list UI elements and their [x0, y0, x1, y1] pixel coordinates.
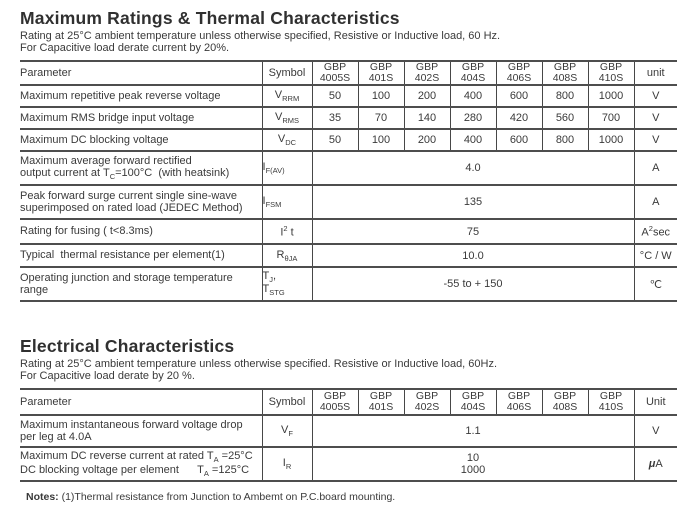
symbol-sub: R — [285, 462, 292, 472]
section-subtitle-line2: For Capacitive load derate by 20 %. — [20, 369, 195, 382]
column-header-parameter: Parameter — [20, 66, 72, 79]
symbol-cell — [262, 185, 312, 219]
value-cell: 100 — [358, 129, 404, 151]
value-cell: 560 — [542, 107, 588, 129]
value-cell: 800 — [542, 85, 588, 107]
symbol-base: I — [262, 194, 266, 207]
notes-label: Notes: — [26, 491, 59, 503]
electrical-table — [20, 388, 677, 482]
table-row-ir — [20, 447, 677, 481]
value-cell-span: -55 to + 150 — [312, 267, 634, 301]
param-cell: Maximum DC reverse current at rated $T_A =25^\circ C$ DC blocking voltage per element $T_A =125^\circ C$ — [20, 450, 253, 479]
column-header-parameter: Parameter — [20, 395, 72, 408]
column-header-model: GBP 401S — [358, 61, 404, 85]
value-cell: 700 — [588, 107, 634, 129]
table-row-vdc — [20, 129, 677, 151]
table-header-row — [20, 389, 677, 415]
notes-text: (1)Thermal resistance from Junction to Ambemt on P.C.board mounting. — [58, 491, 396, 503]
value-cell-span: 10 1000 — [312, 447, 634, 481]
column-header-model: GBP 401S — [358, 389, 404, 415]
symbol-cell — [262, 244, 312, 267]
column-header-model: GBP 404S — [450, 389, 496, 415]
value-cell: 400 — [450, 85, 496, 107]
param-cell: Maximum instantaneous forward voltage drop per leg at 4.0A — [20, 418, 243, 443]
symbol-sub: STG — [269, 288, 285, 298]
value-cell-span: 135 — [312, 185, 634, 219]
section-subtitle-line2: For Capacitive load derate current by 20%. — [20, 41, 230, 54]
symbol-sub: F(AV) — [265, 165, 285, 175]
symbol-base: V — [274, 111, 283, 124]
value-cell-span: 4.0 — [312, 151, 634, 185]
table-row-i2t — [20, 219, 677, 244]
symbol-base: R — [276, 248, 285, 261]
value-cell: 140 — [404, 107, 450, 129]
param-cell: Peak forward surge current single sine-wave superimposed on rated load (JEDEC Method) — [20, 189, 243, 214]
table-row-ifav — [20, 151, 677, 185]
column-header-model: GBP 4005S — [312, 389, 358, 415]
symbol-sub: RRM — [282, 94, 300, 104]
section-subtitle-line1: Rating at 25°C ambient temperature unless otherwise specified, Resistive or Inductive load, 60 Hz. — [20, 30, 501, 42]
value-cell: 420 — [496, 107, 542, 129]
notes — [26, 491, 677, 503]
value-cell: 200 — [404, 129, 450, 151]
value-cell-span: 75 — [312, 219, 634, 244]
unit-cell: A — [652, 162, 660, 174]
unit-cell: $A^2\sec$ — [641, 223, 671, 239]
symbol-sub: J — [269, 275, 273, 285]
param-cell: Rating for fusing ( t<8.3ms) — [20, 225, 153, 238]
column-header-unit: unit — [646, 67, 665, 79]
value-cell: 100 — [358, 85, 404, 107]
param-cell: Maximum repetitive peak reverse voltage — [20, 89, 221, 102]
electrical-section — [20, 336, 677, 482]
unit-cell: V — [652, 90, 660, 102]
column-header-model: GBP 408S — [542, 61, 588, 85]
symbol-sub: RMS — [282, 116, 299, 126]
unit-cell: V — [652, 134, 660, 146]
symbol-base: T — [262, 283, 270, 295]
section-title-electrical: Electrical Characteristics — [20, 336, 235, 356]
symbol-base: V — [274, 89, 283, 102]
param-cell: Operating junction and storage temperature range — [20, 271, 233, 296]
section-subtitle-line1: Rating at 25°C ambient temperature unless otherwise specified. Resistive or Inductive load, 60Hz. — [20, 358, 498, 370]
symbol-base: V — [277, 133, 286, 146]
symbol-base: I — [280, 226, 284, 239]
unit-cell: V — [652, 425, 660, 437]
symbol-sub: DC — [285, 138, 297, 148]
unit-cell: °C / W — [639, 249, 672, 262]
unit-cell: A — [652, 196, 660, 208]
section-title-max-ratings: Maximum Ratings & Thermal Characteristics — [20, 8, 400, 28]
symbol-base: V — [281, 424, 289, 437]
table-row-vrms — [20, 107, 677, 129]
table-header-row — [20, 61, 677, 85]
symbol-cell — [262, 85, 312, 107]
unit-cell: V — [652, 112, 660, 124]
param-cell: Maximum RMS bridge input voltage — [20, 111, 195, 124]
table-row-rthja — [20, 244, 677, 267]
value-cell: 280 — [450, 107, 496, 129]
value-cell: 600 — [496, 129, 542, 151]
table-row-tj-tstg — [20, 267, 677, 301]
symbol-base: T — [262, 270, 270, 283]
value-cell-span: 10.0 — [312, 244, 634, 267]
column-header-model: GBP 404S — [450, 61, 496, 85]
table-row-ifsm — [20, 185, 677, 219]
column-header-model: GBP 402S — [404, 389, 450, 415]
max-ratings-section — [20, 8, 677, 302]
column-header-model: GBP 408S — [542, 389, 588, 415]
micro-symbol: μ — [648, 458, 656, 470]
value-cell: 50 — [312, 129, 358, 151]
unit-cell: ℃ — [649, 278, 662, 291]
column-header-model: GBP 406S — [496, 389, 542, 415]
symbol-cell — [262, 447, 312, 481]
param-cell: Maximum DC blocking voltage — [20, 133, 169, 146]
symbol-cell — [262, 107, 312, 129]
table-row-vrrm — [20, 85, 677, 107]
column-header-unit: Unit — [645, 396, 666, 408]
symbol-cell: $I^2$ t — [262, 219, 312, 244]
column-header-model: GBP 410S — [588, 61, 634, 85]
symbol-base: I — [282, 457, 286, 470]
symbol-sup: 2 — [283, 223, 288, 233]
column-header-symbol: Symbol — [262, 61, 312, 85]
symbol-cell — [262, 415, 312, 447]
symbol-cell — [262, 151, 312, 185]
symbol-base: I — [262, 160, 266, 173]
value-cell: 50 — [312, 85, 358, 107]
column-header-symbol: Symbol — [262, 389, 312, 415]
value-cell: 1000 — [588, 129, 634, 151]
symbol-sub: θJA — [284, 253, 298, 263]
value-cell: 70 — [358, 107, 404, 129]
value-cell: 1000 — [588, 85, 634, 107]
symbol-sub: FSM — [265, 199, 282, 209]
unit-cell: μA — [648, 458, 663, 470]
max-ratings-table — [20, 60, 677, 302]
value-cell: 800 — [542, 129, 588, 151]
value-cell-span: 1.1 — [312, 415, 634, 447]
column-header-model: GBP 402S — [404, 61, 450, 85]
table-row-vf — [20, 415, 677, 447]
symbol-sub: F — [288, 429, 293, 439]
symbol-cell — [262, 129, 312, 151]
column-header-model: GBP 4005S — [312, 61, 358, 85]
value-cell: 35 — [312, 107, 358, 129]
value-cell: 400 — [450, 129, 496, 151]
value-cell: 200 — [404, 85, 450, 107]
param-cell: Maximum average forward rectified output current at $T_C=100^\circ C$ (with heatsink) — [20, 154, 230, 182]
param-cell: Typical thermal resistance per element(1) — [20, 249, 225, 262]
value-cell: 600 — [496, 85, 542, 107]
symbol-cell: $T_J$, $T_{STG}$ — [262, 267, 312, 301]
column-header-model: GBP 410S — [588, 389, 634, 415]
column-header-model: GBP 406S — [496, 61, 542, 85]
